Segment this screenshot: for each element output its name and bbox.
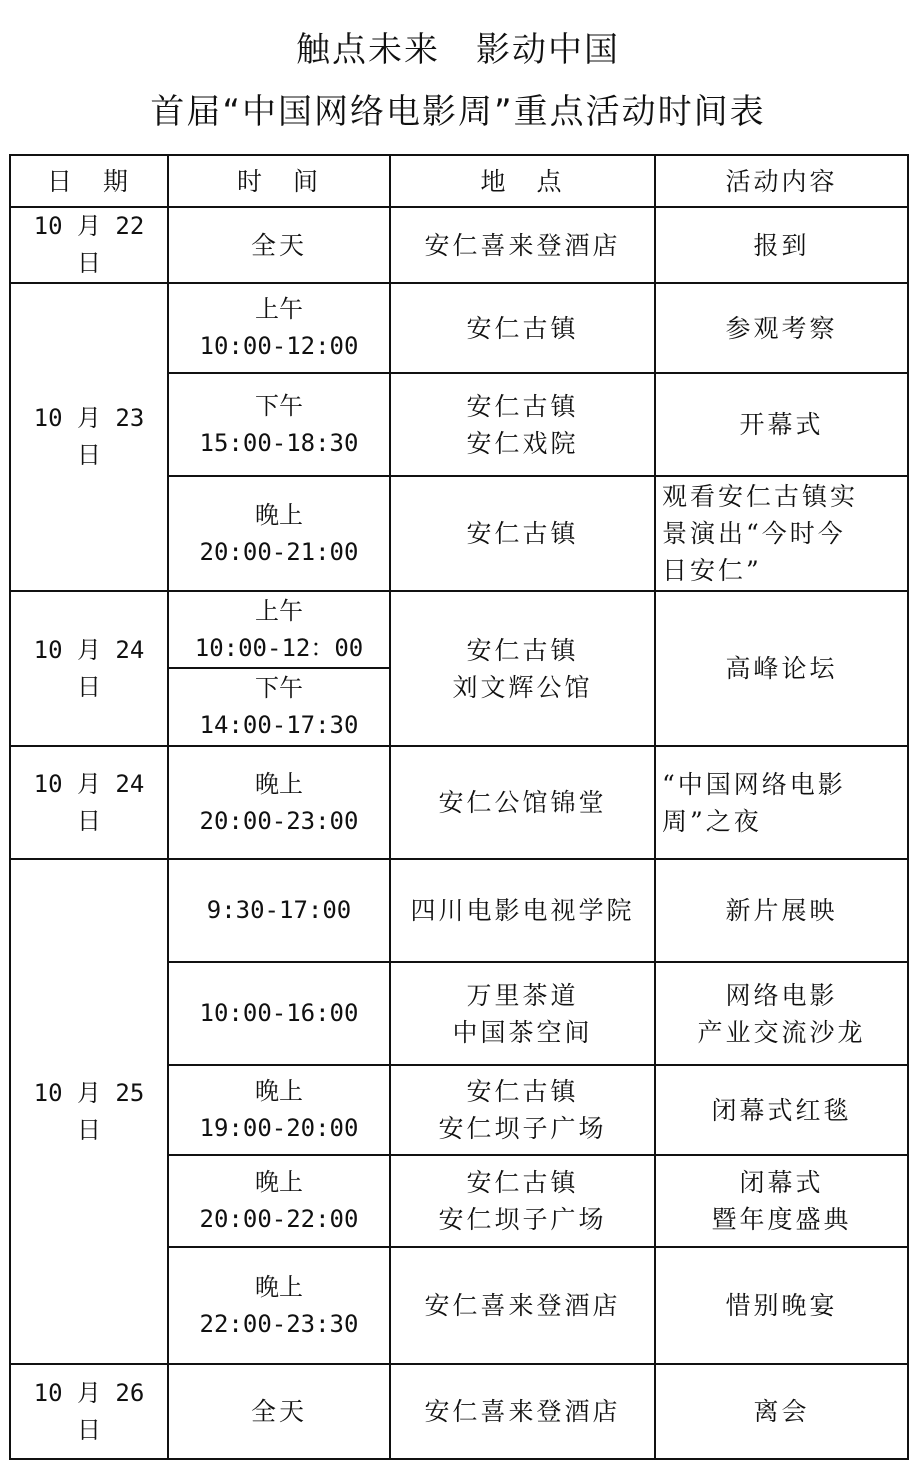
date-cell: 10 月 22 日 xyxy=(10,207,168,283)
time-period: 晚上 xyxy=(255,500,303,529)
date-cell: 10 月 25 日 xyxy=(10,859,168,1364)
time-range: 20:00-22:00 xyxy=(199,1205,359,1233)
place-line: 安仁戏院 xyxy=(466,428,579,458)
place-cell: 安仁古镇 xyxy=(390,476,655,591)
activity-line: “中国网络电影 xyxy=(662,769,846,799)
time-range: 14:00-17:30 xyxy=(199,711,359,739)
place-cell xyxy=(390,1065,655,1155)
activity-line: 景演出“今时今 xyxy=(662,519,846,548)
schedule-table xyxy=(9,154,909,1460)
time-cell xyxy=(168,1155,390,1247)
activity-cell xyxy=(655,1155,908,1247)
header-place: 地 点 xyxy=(390,155,655,207)
time-cell xyxy=(168,591,390,668)
title-line-1: 触点未来 影动中国 xyxy=(296,30,620,70)
place-line: 安仁坝子广场 xyxy=(438,1114,607,1143)
place-cell xyxy=(390,373,655,476)
place-line: 安仁古镇 xyxy=(466,1168,579,1197)
header-date: 日 期 xyxy=(10,155,168,207)
table-row xyxy=(10,591,908,668)
time-period: 晚上 xyxy=(255,1272,303,1301)
time-period: 晚上 xyxy=(255,1077,303,1105)
activity-line: 暨年度盛典 xyxy=(711,1205,852,1234)
time-cell: 10:00-16:00 xyxy=(168,962,390,1065)
time-range: 10:00-12:00 xyxy=(199,332,359,360)
activity-line: 周”之夜 xyxy=(662,806,762,836)
time-cell xyxy=(168,283,390,373)
activity-cell: 新片展映 xyxy=(655,859,908,962)
date-cell: 10 月 26 日 xyxy=(10,1364,168,1459)
time-cell: 9:30-17:00 xyxy=(168,859,390,962)
time-cell xyxy=(168,746,390,859)
activity-cell: 参观考察 xyxy=(655,283,908,373)
time-range: 22:00-23:30 xyxy=(199,1309,359,1338)
place-cell: 四川电影电视学院 xyxy=(390,859,655,962)
time-period: 下午 xyxy=(255,391,303,420)
table-row xyxy=(10,746,908,859)
header-activity: 活动内容 xyxy=(655,155,908,207)
place-cell xyxy=(390,1155,655,1247)
time-cell xyxy=(168,668,390,746)
time-cell xyxy=(168,476,390,591)
title-line-2: 首届“中国网络电影周”重点活动时间表 xyxy=(150,92,766,132)
activity-cell: 闭幕式红毯 xyxy=(655,1065,908,1155)
place-cell: 安仁喜来登酒店 xyxy=(390,1247,655,1364)
time-range: 20:00-21:00 xyxy=(199,537,359,566)
time-cell xyxy=(168,1065,390,1155)
time-range: 20:00-23:00 xyxy=(199,806,359,835)
time-period: 上午 xyxy=(255,295,303,323)
date-cell: 10 月 24 日 xyxy=(10,746,168,859)
activity-cell: 离会 xyxy=(655,1364,908,1459)
activity-cell: 惜别晚宴 xyxy=(655,1247,908,1364)
activity-cell xyxy=(655,476,908,591)
place-cell xyxy=(390,962,655,1065)
place-cell: 安仁古镇 xyxy=(390,283,655,373)
place-line: 安仁古镇 xyxy=(466,635,579,665)
table-row xyxy=(10,283,908,373)
place-cell: 安仁喜来登酒店 xyxy=(390,207,655,283)
activity-line: 产业交流沙龙 xyxy=(697,1017,866,1047)
header-row xyxy=(10,155,908,207)
table-row xyxy=(10,207,908,283)
place-line: 安仁古镇 xyxy=(466,1077,579,1106)
table-row xyxy=(10,859,908,962)
time-range: 15:00-18:30 xyxy=(199,428,359,457)
place-line: 安仁古镇 xyxy=(466,391,579,421)
activity-line: 观看安仁古镇实 xyxy=(662,482,859,511)
time-period: 晚上 xyxy=(255,1168,303,1196)
time-cell: 全天 xyxy=(168,1364,390,1459)
place-cell xyxy=(390,591,655,746)
time-cell: 全天 xyxy=(168,207,390,283)
activity-cell: 高峰论坛 xyxy=(655,591,908,746)
time-range: 10:00-12：00 xyxy=(194,633,364,662)
activity-cell xyxy=(655,746,908,859)
header-time: 时 间 xyxy=(168,155,390,207)
time-range: 19:00-20:00 xyxy=(199,1114,359,1142)
time-period: 上午 xyxy=(255,596,303,625)
place-line: 中国茶空间 xyxy=(452,1017,593,1047)
activity-cell: 开幕式 xyxy=(655,373,908,476)
activity-cell: 报到 xyxy=(655,207,908,283)
date-cell: 10 月 24 日 xyxy=(10,591,168,746)
time-period: 下午 xyxy=(255,674,303,702)
activity-line: 日安仁” xyxy=(662,556,762,585)
date-cell: 10 月 23 日 xyxy=(10,283,168,591)
time-cell xyxy=(168,373,390,476)
time-period: 晚上 xyxy=(255,769,303,798)
activity-line: 闭幕式 xyxy=(739,1168,824,1197)
place-cell: 安仁公馆锦堂 xyxy=(390,746,655,859)
place-line: 刘文辉公馆 xyxy=(452,672,593,702)
place-line: 万里茶道 xyxy=(466,980,579,1010)
place-line: 安仁坝子广场 xyxy=(438,1205,607,1234)
activity-line: 网络电影 xyxy=(725,980,838,1010)
place-cell: 安仁喜来登酒店 xyxy=(390,1364,655,1459)
activity-cell xyxy=(655,962,908,1065)
table-row xyxy=(10,1364,908,1459)
time-cell xyxy=(168,1247,390,1364)
